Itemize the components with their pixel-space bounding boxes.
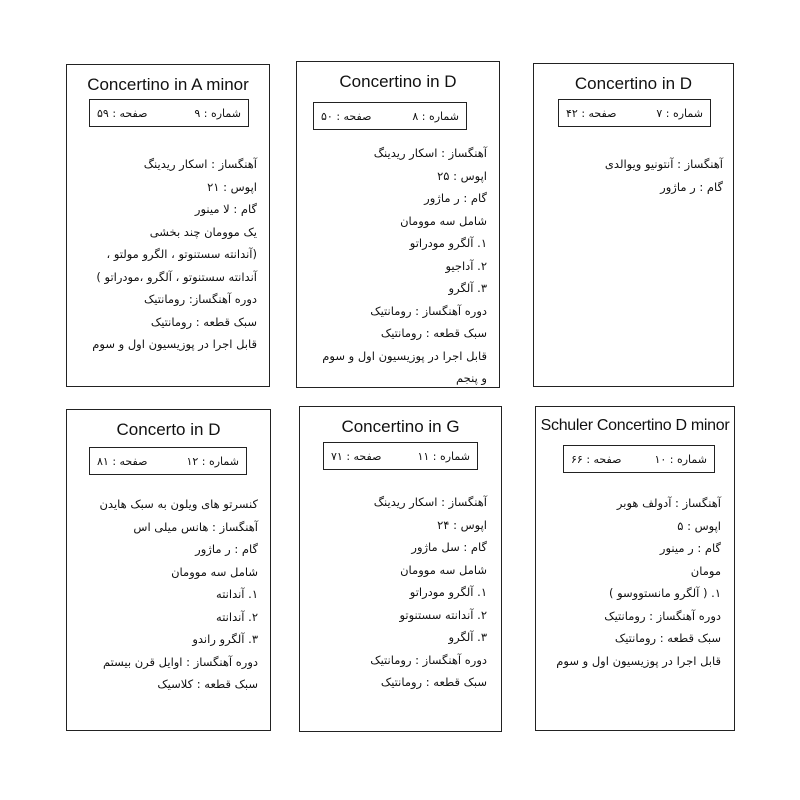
detail-line: شامل سه موومان <box>171 564 258 579</box>
detail-line: قابل اجرا در پوزیسیون اول و سوم <box>92 337 257 351</box>
detail-line: دوره آهنگساز : رومانتیک <box>370 303 487 318</box>
detail-line: سبک قطعه : کلاسیک <box>157 677 258 691</box>
card-title: Concerto in D <box>116 420 221 439</box>
detail-line: آهنگساز : آنتونیو ویوالدی <box>604 157 723 171</box>
card-concertino-d-reding <box>296 61 500 388</box>
detail-line: اپوس : ۲۱ <box>207 179 257 194</box>
detail-line: اپوس : ۲۴ <box>437 517 487 532</box>
detail-line: سبک قطعه : رومانتیک <box>380 675 487 689</box>
id-box <box>313 102 467 130</box>
detail-line: آهنگساز : آدولف هوبر <box>616 496 721 510</box>
number-field: شماره : ۱۲ <box>186 454 239 468</box>
card-schuler-concertino-d-minor <box>535 406 735 731</box>
page-field: صفحه : ۶۶ <box>571 452 622 466</box>
detail-line: اپوس : ۲۵ <box>437 168 487 183</box>
detail-line: دوره آهنگساز : رومانتیک <box>604 608 721 623</box>
detail-line: سبک قطعه : رومانتیک <box>380 326 487 340</box>
detail-line: اپوس : ۵ <box>677 518 721 533</box>
details-list <box>605 153 723 198</box>
detail-line: ۱. ( آلگرو مانستووسو ) <box>608 586 721 600</box>
detail-line: ۲. آندانته سستنوتو <box>399 607 487 622</box>
detail-line: گام : سل ماژور <box>411 540 487 554</box>
page-field: صفحه : ۵۰ <box>321 109 372 123</box>
detail-line: ۳. آلگرو راندو <box>192 632 258 646</box>
card-concertino-a-minor <box>66 64 270 387</box>
detail-line: مومان <box>690 563 721 578</box>
detail-line: قابل اجرا در پوزیسیون اول و سوم <box>322 348 487 363</box>
number-field: شماره : ۹ <box>194 106 241 120</box>
detail-line: شامل سه موومان <box>400 562 487 577</box>
detail-line: ۱. آندانته <box>216 587 258 601</box>
card-title: Schuler Concertino D minor <box>540 417 730 434</box>
detail-line: و پنجم <box>456 371 487 385</box>
number-field: شماره : ۱۰ <box>654 452 707 466</box>
details-list <box>370 491 487 694</box>
page-field: صفحه : ۴۲ <box>566 106 617 120</box>
detail-line: آندانته سستنوتو ، آلگرو ،مودراتو ) <box>96 269 257 284</box>
page-field: صفحه : ۸۱ <box>97 454 148 468</box>
detail-line: ۳. آلگرو <box>448 630 487 644</box>
detail-line: دوره آهنگساز : رومانتیک <box>370 652 487 667</box>
details-list <box>92 153 257 356</box>
detail-line: گام : لا مینور <box>194 202 257 216</box>
detail-line: آهنگساز : اسکار ریدینگ <box>373 495 487 509</box>
detail-line: ۲. آداجیو <box>445 258 487 273</box>
card-title: Concertino in D <box>339 72 457 91</box>
details-list <box>99 493 258 696</box>
page-field: صفحه : ۷۱ <box>331 449 382 463</box>
details-list <box>556 492 721 672</box>
card-concertino-g <box>299 406 502 732</box>
detail-line: گام : ر ماژور <box>195 542 258 556</box>
card-title: Concertino in D <box>574 74 693 93</box>
id-box <box>558 99 711 127</box>
number-field: شماره : ۸ <box>412 109 459 123</box>
detail-line: آهنگساز : هانس میلی اس <box>133 519 258 534</box>
detail-line: (آندانته سستنوتو ، الگرو مولتو ، <box>106 247 257 261</box>
detail-line: گام : ر مینور <box>659 541 721 555</box>
detail-line: گام : ر ماژور <box>424 191 487 205</box>
card-title: Concertino in G <box>341 417 460 436</box>
detail-line: ۱. آلگرو مودراتو <box>409 585 487 599</box>
id-box <box>563 445 715 473</box>
detail-line: ۳. آلگرو <box>448 281 487 295</box>
id-box <box>323 442 478 470</box>
card-concertino-d-vivaldi <box>533 63 734 387</box>
number-field: شماره : ۱۱ <box>417 449 470 463</box>
detail-line: گام : ر ماژور <box>660 179 723 194</box>
detail-line: دوره آهنگساز : اوایل قرن بیستم <box>103 654 258 669</box>
id-box <box>89 99 249 127</box>
detail-line: کنسرتو های ویلون به سبک هایدن <box>99 497 258 511</box>
detail-line: سبک قطعه : رومانتیک <box>150 314 257 329</box>
detail-line: سبک قطعه : رومانتیک <box>614 631 721 645</box>
id-box <box>89 447 247 475</box>
card-concerto-d <box>66 409 271 731</box>
detail-line: آهنگساز : اسکار ریدینگ <box>143 157 257 171</box>
details-list <box>322 142 487 390</box>
detail-line: آهنگساز : اسکار ریدینگ <box>373 146 487 160</box>
detail-line: ۱. آلگرو مودراتو <box>409 236 487 250</box>
detail-line: شامل سه موومان <box>400 213 487 228</box>
detail-line: قابل اجرا در پوزیسیون اول و سوم <box>556 653 721 668</box>
detail-line: یک موومان چند بخشی <box>149 224 257 239</box>
detail-line: دوره آهنگساز: رومانتیک <box>143 292 257 306</box>
detail-line: ۲. آندانته <box>216 609 258 624</box>
number-field: شماره : ۷ <box>656 106 703 120</box>
card-title: Concertino in A minor <box>87 75 249 94</box>
page-field: صفحه : ۵۹ <box>97 106 148 120</box>
